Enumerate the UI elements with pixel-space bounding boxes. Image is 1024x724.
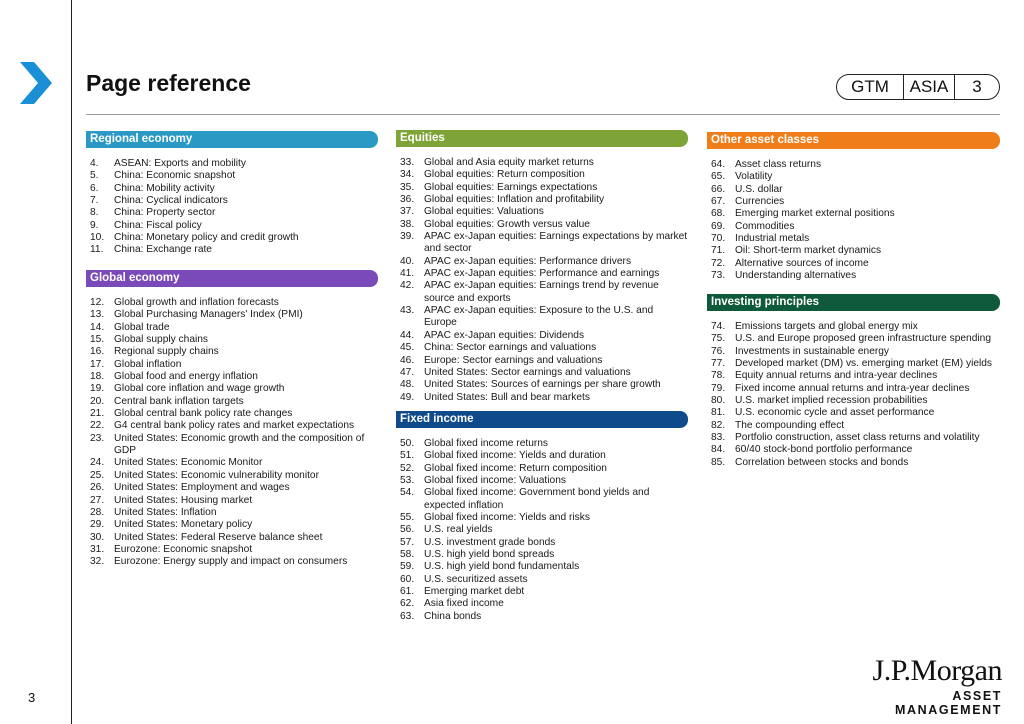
list-item bbox=[396, 219, 688, 231]
item-title: U.S. real yields bbox=[424, 524, 493, 536]
item-title: Eurozone: Energy supply and impact on consumers bbox=[114, 556, 348, 568]
item-number: 5. bbox=[90, 170, 99, 182]
item-title: Asset class returns bbox=[735, 159, 822, 170]
item-number: 11. bbox=[90, 244, 104, 256]
item-title: Eurozone: Economic snapshot bbox=[114, 543, 253, 555]
item-number: 66. bbox=[711, 183, 726, 195]
item-number: 45. bbox=[400, 342, 415, 354]
list-item bbox=[707, 346, 1000, 358]
regional-economy-list bbox=[86, 158, 378, 257]
list-item bbox=[707, 270, 1000, 282]
item-number: 76. bbox=[711, 345, 726, 357]
item-number: 54. bbox=[400, 487, 415, 499]
item-title: Global equities: Growth versus value bbox=[424, 218, 590, 230]
item-number: 84. bbox=[711, 444, 726, 456]
item-title: Global equities: Inflation and profitability bbox=[424, 194, 605, 206]
item-number: 72. bbox=[711, 257, 726, 269]
footer-page-number: 3 bbox=[28, 690, 36, 705]
item-number: 78. bbox=[711, 370, 726, 382]
item-number: 6. bbox=[90, 182, 99, 194]
item-number: 28. bbox=[90, 506, 105, 518]
item-title: Commodities bbox=[735, 220, 795, 232]
list-item bbox=[707, 208, 1000, 220]
item-title: United States: Economic growth and the composition of GDP bbox=[114, 432, 365, 457]
list-item bbox=[707, 457, 1000, 469]
list-item bbox=[86, 309, 378, 321]
left-divider bbox=[71, 0, 72, 724]
section-header-investing-principles: Investing principles bbox=[707, 294, 1000, 311]
equities-list bbox=[396, 157, 688, 404]
list-item bbox=[707, 444, 1000, 456]
item-number: 52. bbox=[400, 462, 415, 474]
item-title: Global fixed income: Government bond yields and expected inflation bbox=[424, 487, 650, 511]
list-item bbox=[86, 232, 378, 244]
item-number: 55. bbox=[400, 512, 415, 524]
item-title: Global Purchasing Managers' Index (PMI) bbox=[114, 309, 303, 321]
item-number: 23. bbox=[90, 432, 105, 444]
item-title: APAC ex-Japan equities: Exposure to the U.S. and Europe bbox=[424, 305, 654, 329]
list-item bbox=[707, 159, 1000, 171]
item-title: Alternative sources of income bbox=[735, 257, 869, 269]
list-item bbox=[396, 392, 688, 404]
item-number: 49. bbox=[400, 391, 415, 403]
list-item bbox=[707, 258, 1000, 270]
list-item bbox=[86, 220, 378, 232]
list-item bbox=[396, 524, 688, 536]
list-item bbox=[86, 322, 378, 334]
item-number: 61. bbox=[400, 586, 415, 598]
item-number: 44. bbox=[400, 329, 415, 341]
item-title: APAC ex-Japan equities: Performance and earnings bbox=[424, 268, 660, 280]
section-header-equities: Equities bbox=[396, 130, 688, 147]
list-item bbox=[396, 305, 688, 330]
item-title: 60/40 stock-bond portfolio performance bbox=[735, 444, 913, 456]
list-item bbox=[86, 207, 378, 219]
list-item bbox=[396, 231, 688, 256]
item-number: 31. bbox=[90, 543, 105, 555]
item-title: U.S. high yield bond spreads bbox=[424, 549, 555, 561]
item-title: Global supply chains bbox=[114, 334, 209, 346]
list-item bbox=[86, 457, 378, 469]
item-title: Developed market (DM) vs. emerging market (EM) yields bbox=[735, 358, 993, 370]
list-item bbox=[86, 433, 378, 458]
item-title: China: Sector earnings and valuations bbox=[424, 342, 597, 354]
item-number: 51. bbox=[400, 450, 415, 462]
section-header-fixed-income: Fixed income bbox=[396, 411, 688, 428]
list-item bbox=[86, 507, 378, 519]
list-item bbox=[707, 370, 1000, 382]
item-number: 8. bbox=[90, 207, 99, 219]
list-item bbox=[86, 383, 378, 395]
list-item bbox=[396, 611, 688, 623]
item-number: 39. bbox=[400, 231, 415, 243]
item-title: U.S. high yield bond fundamentals bbox=[424, 561, 580, 573]
item-title: Europe: Sector earnings and valuations bbox=[424, 354, 603, 366]
item-title: China: Monetary policy and credit growth bbox=[114, 232, 299, 244]
item-number: 48. bbox=[400, 379, 415, 391]
chevron-right-icon bbox=[18, 62, 52, 104]
list-item bbox=[396, 355, 688, 367]
item-number: 68. bbox=[711, 208, 726, 220]
list-item bbox=[396, 256, 688, 268]
item-title: Global fixed income: Return composition bbox=[424, 462, 607, 474]
item-title: China: Exchange rate bbox=[114, 244, 212, 256]
item-number: 69. bbox=[711, 220, 726, 232]
global-economy-list bbox=[86, 297, 378, 569]
list-item bbox=[86, 158, 378, 170]
item-title: Global fixed income: Yields and risks bbox=[424, 512, 590, 524]
item-title: Global equities: Earnings expectations bbox=[424, 181, 598, 193]
item-number: 42. bbox=[400, 280, 415, 292]
item-number: 74. bbox=[711, 321, 726, 332]
list-item bbox=[396, 463, 688, 475]
item-number: 36. bbox=[400, 194, 415, 206]
item-number: 22. bbox=[90, 420, 105, 432]
item-number: 60. bbox=[400, 573, 415, 585]
item-title: G4 central bank policy rates and market expectations bbox=[114, 420, 355, 432]
section-global-economy bbox=[86, 270, 378, 569]
list-item bbox=[86, 519, 378, 531]
list-item bbox=[396, 549, 688, 561]
list-item bbox=[707, 395, 1000, 407]
list-item bbox=[86, 346, 378, 358]
list-item bbox=[396, 379, 688, 391]
item-title: Global core inflation and wage growth bbox=[114, 383, 285, 395]
list-item bbox=[396, 157, 688, 169]
item-title: Central bank inflation targets bbox=[114, 395, 244, 407]
item-number: 47. bbox=[400, 366, 415, 378]
item-title: United States: Sources of earnings per share growth bbox=[424, 379, 661, 391]
item-number: 75. bbox=[711, 333, 726, 345]
list-item bbox=[86, 556, 378, 568]
list-item bbox=[396, 182, 688, 194]
item-title: China bonds bbox=[424, 610, 482, 622]
item-title: United States: Monetary policy bbox=[114, 519, 253, 531]
item-number: 46. bbox=[400, 354, 415, 366]
item-number: 16. bbox=[90, 346, 105, 358]
item-number: 12. bbox=[90, 297, 105, 308]
item-title: United States: Bull and bear markets bbox=[424, 391, 590, 403]
list-item bbox=[707, 333, 1000, 345]
item-title: United States: Federal Reserve balance sheet bbox=[114, 531, 323, 543]
item-number: 64. bbox=[711, 159, 726, 170]
item-title: Emerging market external positions bbox=[735, 208, 895, 220]
item-title: U.S. investment grade bonds bbox=[424, 536, 556, 548]
list-item bbox=[86, 195, 378, 207]
region-label: ASIA bbox=[904, 75, 955, 99]
list-item bbox=[86, 532, 378, 544]
item-title: Global central bank policy rate changes bbox=[114, 408, 293, 420]
page-title: Page reference bbox=[86, 70, 251, 96]
item-title: Investments in sustainable energy bbox=[735, 345, 890, 357]
item-number: 80. bbox=[711, 395, 726, 407]
item-title: Understanding alternatives bbox=[735, 270, 857, 282]
list-item bbox=[707, 321, 1000, 333]
item-title: China: Fiscal policy bbox=[114, 219, 202, 231]
item-title: U.S. economic cycle and asset performance bbox=[735, 407, 935, 419]
item-title: Industrial metals bbox=[735, 233, 810, 245]
item-title: Oil: Short-term market dynamics bbox=[735, 245, 882, 257]
section-investing-principles bbox=[707, 294, 1000, 469]
item-title: China: Mobility activity bbox=[114, 182, 215, 194]
list-item bbox=[86, 482, 378, 494]
item-title: China: Property sector bbox=[114, 207, 216, 219]
section-fixed-income bbox=[396, 411, 688, 623]
list-item bbox=[707, 407, 1000, 419]
list-item bbox=[396, 512, 688, 524]
other-asset-classes-list bbox=[707, 159, 1000, 282]
item-number: 79. bbox=[711, 382, 726, 394]
list-item bbox=[396, 280, 688, 305]
item-title: APAC ex-Japan equities: Earnings expectations by market and sector bbox=[424, 231, 688, 255]
item-title: Regional supply chains bbox=[114, 346, 219, 358]
item-number: 63. bbox=[400, 610, 415, 622]
item-number: 53. bbox=[400, 475, 415, 487]
list-item bbox=[396, 268, 688, 280]
list-item bbox=[707, 245, 1000, 257]
item-number: 10. bbox=[90, 232, 105, 244]
item-title: ASEAN: Exports and mobility bbox=[114, 158, 246, 169]
item-title: APAC ex-Japan equities: Earnings trend by revenue source and exports bbox=[424, 280, 659, 304]
section-equities bbox=[396, 130, 688, 404]
item-number: 62. bbox=[400, 598, 415, 610]
jpmorgan-logo bbox=[856, 655, 1002, 717]
item-number: 38. bbox=[400, 218, 415, 230]
item-title: U.S. market implied recession probabilities bbox=[735, 395, 928, 407]
list-item bbox=[396, 574, 688, 586]
list-item bbox=[396, 438, 688, 450]
item-number: 20. bbox=[90, 395, 105, 407]
list-item bbox=[396, 194, 688, 206]
item-number: 19. bbox=[90, 383, 105, 395]
item-title: Emerging market debt bbox=[424, 586, 525, 598]
fixed-income-list bbox=[396, 438, 688, 623]
item-title: China: Economic snapshot bbox=[114, 170, 236, 182]
item-number: 4. bbox=[90, 158, 99, 169]
list-item bbox=[86, 297, 378, 309]
list-item bbox=[396, 537, 688, 549]
list-item bbox=[396, 450, 688, 462]
item-number: 50. bbox=[400, 438, 415, 449]
item-title: U.S. securitized assets bbox=[424, 573, 528, 585]
item-title: China: Cyclical indicators bbox=[114, 195, 228, 207]
item-title: Portfolio construction, asset class returns and volatility bbox=[735, 432, 980, 444]
item-number: 14. bbox=[90, 321, 105, 333]
item-number: 82. bbox=[711, 419, 726, 431]
item-number: 43. bbox=[400, 305, 415, 317]
section-header-regional-economy: Regional economy bbox=[86, 131, 378, 148]
list-item bbox=[707, 233, 1000, 245]
gtm-label: GTM bbox=[837, 75, 904, 99]
item-number: 33. bbox=[400, 157, 415, 168]
item-number: 41. bbox=[400, 268, 415, 280]
item-number: 30. bbox=[90, 531, 105, 543]
item-title: Correlation between stocks and bonds bbox=[735, 456, 909, 468]
logo-subtitle: ASSET MANAGEMENT bbox=[895, 689, 1002, 717]
item-number: 27. bbox=[90, 494, 105, 506]
item-number: 67. bbox=[711, 196, 726, 208]
list-item bbox=[396, 367, 688, 379]
list-item bbox=[707, 420, 1000, 432]
item-number: 35. bbox=[400, 181, 415, 193]
item-number: 7. bbox=[90, 195, 99, 207]
item-number: 83. bbox=[711, 432, 726, 444]
item-number: 77. bbox=[711, 358, 726, 370]
list-item bbox=[707, 432, 1000, 444]
item-title: APAC ex-Japan equities: Performance drivers bbox=[424, 255, 632, 267]
list-item bbox=[707, 383, 1000, 395]
item-number: 17. bbox=[90, 358, 105, 370]
list-item bbox=[86, 544, 378, 556]
logo-brand: J.P.Morgan bbox=[872, 654, 1002, 687]
item-title: Global trade bbox=[114, 321, 170, 333]
list-item bbox=[86, 359, 378, 371]
item-number: 29. bbox=[90, 519, 105, 531]
item-number: 26. bbox=[90, 482, 105, 494]
item-title: The compounding effect bbox=[735, 419, 845, 431]
list-item bbox=[396, 598, 688, 610]
list-item bbox=[86, 244, 378, 256]
item-title: Currencies bbox=[735, 196, 785, 208]
item-title: Global fixed income returns bbox=[424, 438, 549, 449]
section-header-other-asset-classes: Other asset classes bbox=[707, 132, 1000, 149]
header-divider bbox=[86, 114, 1000, 115]
item-title: Fixed income annual returns and intra-year declines bbox=[735, 382, 970, 394]
item-number: 85. bbox=[711, 456, 726, 468]
list-item bbox=[396, 475, 688, 487]
list-item bbox=[396, 586, 688, 598]
list-item bbox=[86, 183, 378, 195]
list-item bbox=[396, 169, 688, 181]
item-title: Global food and energy inflation bbox=[114, 371, 258, 383]
list-item bbox=[86, 371, 378, 383]
list-item bbox=[86, 470, 378, 482]
item-number: 32. bbox=[90, 556, 105, 568]
item-number: 18. bbox=[90, 371, 105, 383]
gtm-badge bbox=[836, 74, 1000, 100]
item-title: Global fixed income: Yields and duration bbox=[424, 450, 606, 462]
item-number: 71. bbox=[711, 245, 726, 257]
item-title: Global equities: Valuations bbox=[424, 206, 544, 218]
item-number: 59. bbox=[400, 561, 415, 573]
item-number: 73. bbox=[711, 270, 726, 282]
section-header-global-economy: Global economy bbox=[86, 270, 378, 287]
list-item bbox=[707, 184, 1000, 196]
list-item bbox=[86, 420, 378, 432]
section-other-asset-classes bbox=[707, 132, 1000, 282]
item-title: United States: Employment and wages bbox=[114, 482, 290, 494]
item-number: 70. bbox=[711, 233, 726, 245]
item-number: 13. bbox=[90, 309, 105, 321]
item-title: U.S. and Europe proposed green infrastructure spending bbox=[735, 333, 991, 345]
list-item bbox=[396, 206, 688, 218]
item-title: Volatility bbox=[735, 171, 773, 183]
item-number: 24. bbox=[90, 457, 105, 469]
item-title: United States: Inflation bbox=[114, 506, 217, 518]
item-title: United States: Economic vulnerability monitor bbox=[114, 469, 319, 481]
section-regional-economy bbox=[86, 131, 378, 257]
item-number: 9. bbox=[90, 219, 99, 231]
item-title: Global equities: Return composition bbox=[424, 169, 585, 181]
item-number: 15. bbox=[90, 334, 105, 346]
item-number: 81. bbox=[711, 407, 726, 419]
item-title: United States: Sector earnings and valuations bbox=[424, 366, 631, 378]
badge-page-number: 3 bbox=[972, 77, 982, 96]
item-number: 34. bbox=[400, 169, 415, 181]
item-number: 58. bbox=[400, 549, 415, 561]
item-title: Global inflation bbox=[114, 358, 182, 370]
item-number: 56. bbox=[400, 524, 415, 536]
list-item bbox=[707, 221, 1000, 233]
item-title: APAC ex-Japan equities: Dividends bbox=[424, 329, 585, 341]
list-item bbox=[707, 358, 1000, 370]
list-item bbox=[396, 561, 688, 573]
list-item bbox=[396, 342, 688, 354]
item-title: United States: Housing market bbox=[114, 494, 253, 506]
item-title: Emissions targets and global energy mix bbox=[735, 321, 918, 332]
list-item bbox=[396, 330, 688, 342]
list-item bbox=[86, 495, 378, 507]
list-item bbox=[86, 396, 378, 408]
item-title: Global fixed income: Valuations bbox=[424, 475, 566, 487]
item-number: 40. bbox=[400, 255, 415, 267]
item-title: Asia fixed income bbox=[424, 598, 504, 610]
list-item bbox=[86, 170, 378, 182]
list-item bbox=[707, 196, 1000, 208]
item-title: Global and Asia equity market returns bbox=[424, 157, 594, 168]
list-item bbox=[86, 334, 378, 346]
item-number: 65. bbox=[711, 171, 726, 183]
item-number: 37. bbox=[400, 206, 415, 218]
item-number: 25. bbox=[90, 469, 105, 481]
item-title: Equity annual returns and intra-year declines bbox=[735, 370, 938, 382]
list-item bbox=[396, 487, 688, 512]
item-title: United States: Economic Monitor bbox=[114, 457, 263, 469]
list-item bbox=[707, 171, 1000, 183]
item-title: U.S. dollar bbox=[735, 183, 783, 195]
investing-principles-list bbox=[707, 321, 1000, 469]
item-number: 57. bbox=[400, 536, 415, 548]
item-title: Global growth and inflation forecasts bbox=[114, 297, 279, 308]
item-number: 21. bbox=[90, 408, 105, 420]
list-item bbox=[86, 408, 378, 420]
